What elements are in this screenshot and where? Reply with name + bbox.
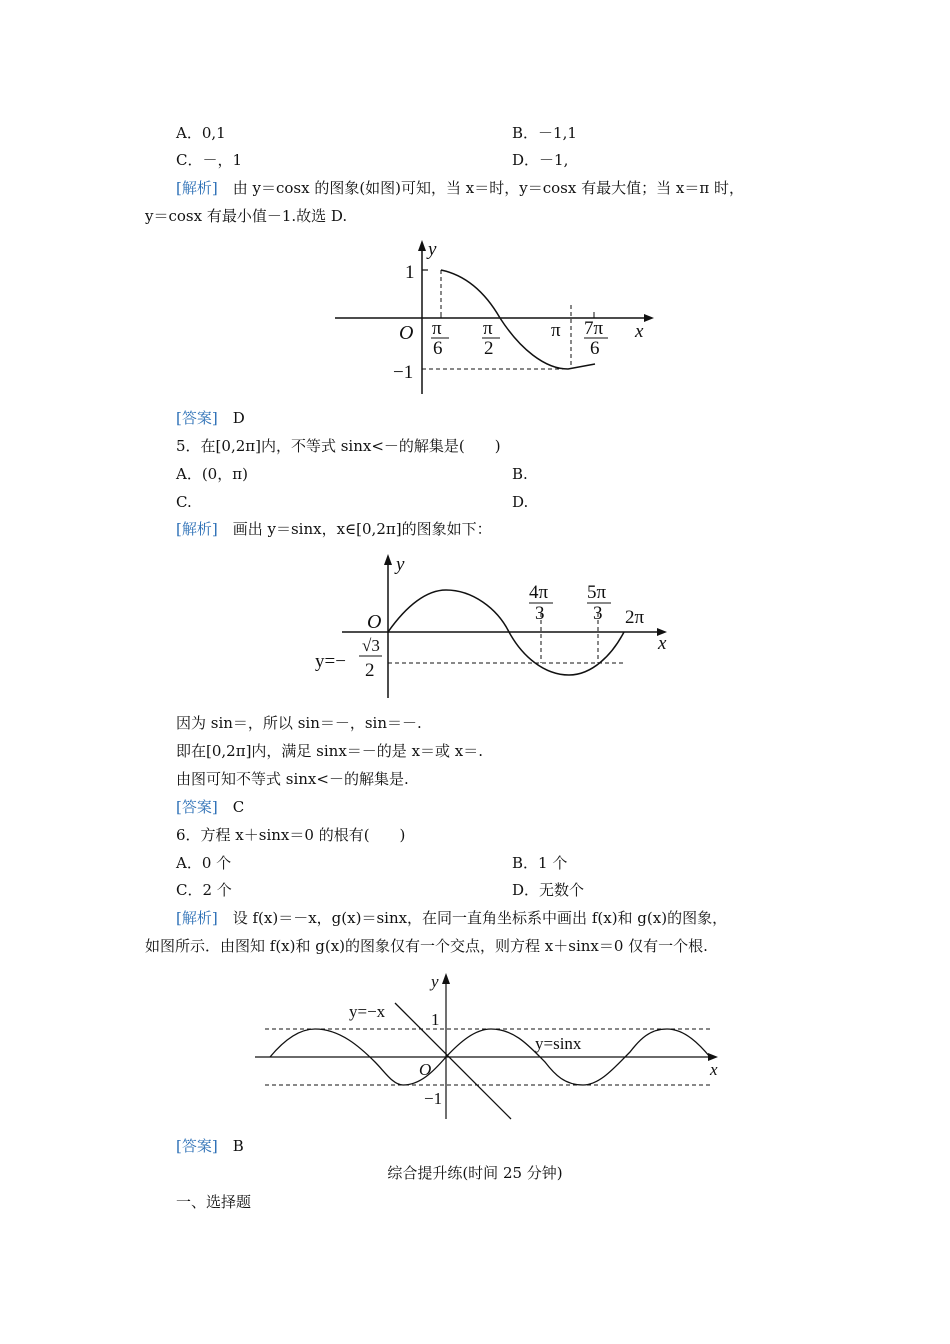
tick-4pi-3-num: 4π (529, 582, 549, 603)
q5-line2: 即在[0,2π]内，满足 sinx＝－的是 x＝或 x＝. (176, 742, 484, 760)
answer-tag: [答案] (176, 409, 218, 427)
q5-stem: 5．在[0,2π]内，不等式 sinx<－的解集是( ) (176, 437, 501, 455)
answer-tag: [答案] (176, 798, 218, 816)
sine-line-graph (255, 967, 730, 1127)
q4-analysis-line2: y＝cosx 有最小值－1.故选 D. (145, 207, 348, 225)
tick-4pi-3-den: 3 (535, 603, 545, 624)
q6-option-c: C．2 个 (176, 881, 232, 899)
analysis-tag: [解析] (176, 909, 218, 927)
q5-option-a: A．(0，π) (176, 465, 248, 483)
tick-pi-6-den: 6 (433, 338, 443, 359)
origin-label: O (367, 611, 382, 633)
tick-pi-2-den: 2 (484, 338, 494, 359)
q6-option-a: A．0 个 (176, 854, 232, 872)
y-axis-label: y (396, 554, 405, 575)
q6-answer: [答案] B (176, 1137, 244, 1155)
line-label: y=−x (349, 1002, 386, 1021)
y-line-prefix: y=− (315, 651, 346, 672)
tick-pi: π (551, 320, 561, 341)
q4-analysis-line1: [解析] 由 y＝cosx 的图象(如图)可知，当 x＝时，y＝cosx 有最大值；当 x＝π 时， (176, 179, 744, 197)
q5-line3: 由图可知不等式 sinx<－的解集是. (176, 770, 409, 788)
q5-option-b: B. (512, 465, 528, 483)
q6-analysis-line2: 如图所示．由图知 f(x)和 g(x)的图象仅有一个交点，则方程 x＋sinx＝0 仅有一个根. (145, 937, 708, 955)
sine-graph (312, 550, 677, 700)
origin-label: O (419, 1060, 432, 1079)
x-axis-label: x (710, 1060, 718, 1079)
q6-stem: 6．方程 x＋sinx＝0 的根有( ) (176, 826, 406, 844)
q4-option-a: A．0,1 (176, 124, 226, 142)
y-bottom-label: −1 (424, 1089, 443, 1108)
q6-option-d: D．无数个 (512, 881, 585, 899)
tick-7pi-6-num: 7π (584, 318, 604, 339)
q5-option-d: D. (512, 493, 529, 511)
q4-answer: [答案] D (176, 409, 245, 427)
q6-option-b: B．1 个 (512, 854, 568, 872)
x-axis-label: x (658, 633, 667, 654)
tick-2pi: 2π (625, 607, 645, 628)
section-title: 综合提升练(时间 25 分钟) (387, 1164, 563, 1182)
tick-5pi-3-num: 5π (587, 582, 607, 603)
y-top-label: 1 (431, 1010, 440, 1029)
q5-line1: 因为 sin＝，所以 sin＝－，sin＝－. (176, 714, 422, 732)
origin-label: O (399, 322, 414, 344)
answer-tag: [答案] (176, 1137, 218, 1155)
y-line-den: 2 (365, 660, 375, 681)
q5-option-c: C. (176, 493, 192, 511)
cosine-graph (335, 237, 665, 397)
analysis-tag: [解析] (176, 520, 218, 538)
tick-7pi-6-den: 6 (590, 338, 600, 359)
y-line-num: √3 (362, 636, 380, 655)
x-axis-label: x (635, 321, 644, 342)
analysis-tag: [解析] (176, 179, 218, 197)
y-bottom-label: −1 (393, 362, 414, 383)
y-axis-label: y (428, 239, 437, 260)
q4-option-b: B．－1,1 (512, 124, 577, 142)
y-top-label: 1 (405, 262, 415, 283)
tick-5pi-3-den: 3 (593, 603, 603, 624)
y-axis-label: y (431, 972, 439, 991)
q4-option-d: D．－1, (512, 151, 569, 169)
subsection-title: 一、选择题 (176, 1193, 252, 1211)
q5-answer: [答案] C (176, 798, 245, 816)
q6-analysis-line1: [解析] 设 f(x)＝－x，g(x)＝sinx，在同一直角坐标系中画出 f(x)和 g(x)的图象， (176, 909, 728, 927)
tick-pi-6-num: π (432, 318, 442, 339)
tick-pi-2-num: π (483, 318, 493, 339)
q4-option-c: C．－，1 (176, 151, 243, 169)
q5-analysis: [解析] 画出 y＝sinx，x∈[0,2π]的图象如下： (176, 520, 492, 538)
curve-label: y=sinx (535, 1034, 582, 1053)
